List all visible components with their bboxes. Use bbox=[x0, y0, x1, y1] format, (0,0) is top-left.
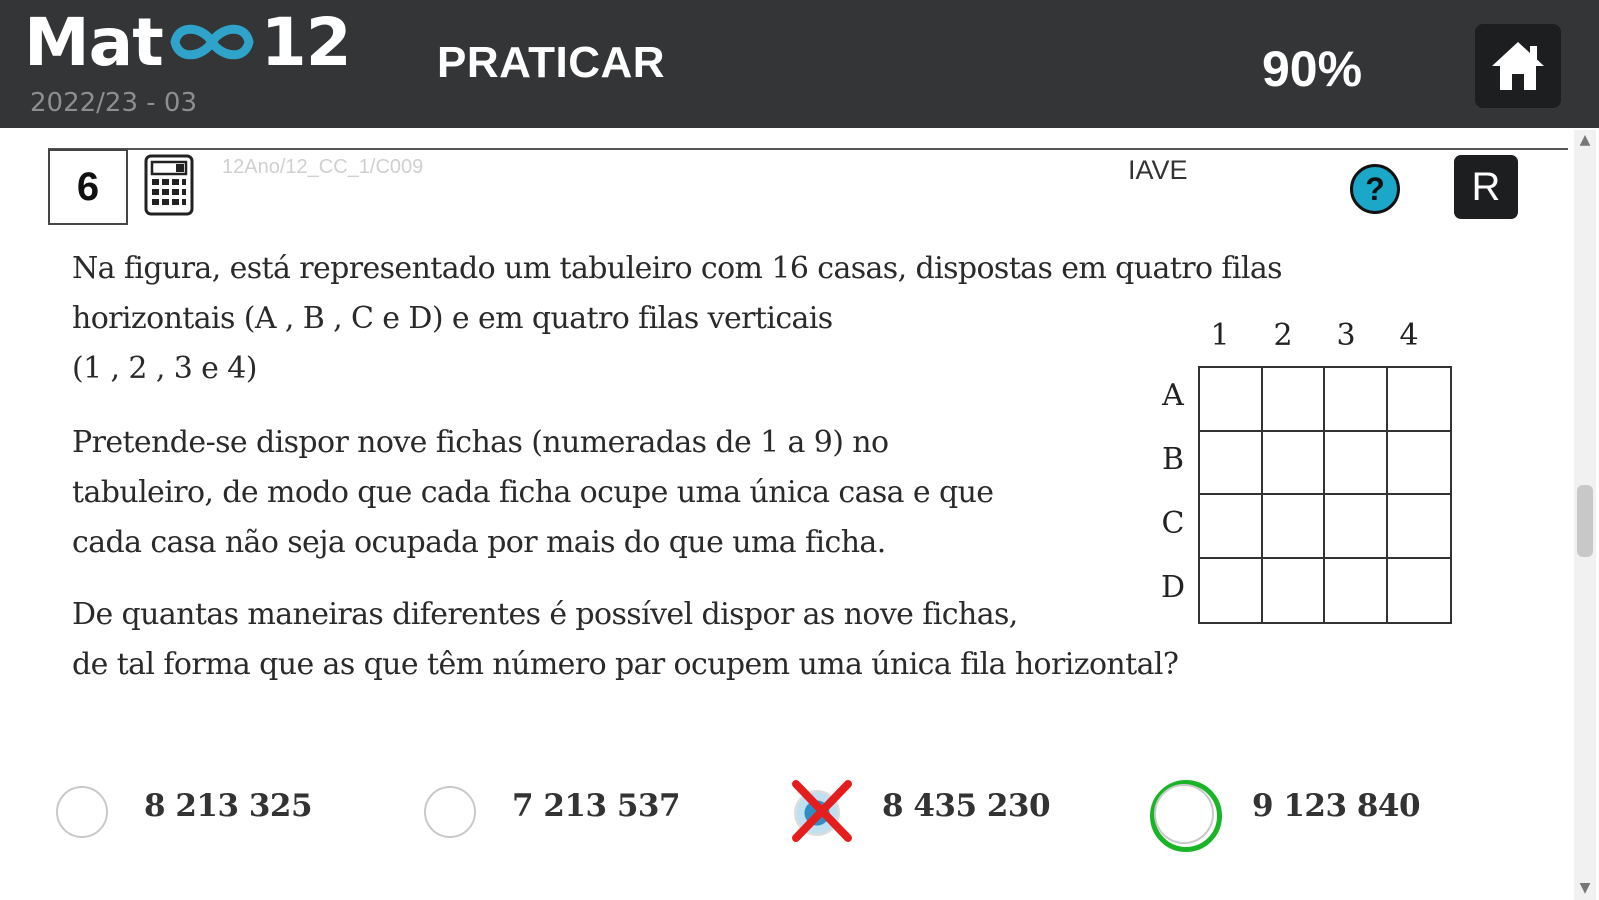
board-cell bbox=[1325, 559, 1388, 623]
resolve-button[interactable] bbox=[1454, 155, 1518, 219]
board-cell bbox=[1200, 495, 1263, 559]
board-column-label: 2 bbox=[1273, 318, 1293, 353]
question-text-line: horizontais (A , B , C e D) e em quatro filas verticais bbox=[72, 301, 833, 336]
question-number: 6 bbox=[48, 149, 128, 225]
home-button[interactable] bbox=[1475, 24, 1561, 108]
infinity-icon bbox=[165, 17, 259, 67]
question-paragraph-3 bbox=[72, 590, 1178, 690]
board-cell bbox=[1388, 495, 1451, 559]
home-icon bbox=[1488, 36, 1548, 96]
board-cell bbox=[1200, 368, 1263, 432]
score-percentage: 90% bbox=[1262, 41, 1363, 97]
board-column-labels bbox=[1198, 318, 1454, 358]
board-cell bbox=[1263, 432, 1326, 496]
board-grid bbox=[1198, 366, 1452, 624]
radio-button[interactable] bbox=[56, 786, 108, 838]
board-row-label: A bbox=[1162, 378, 1184, 413]
radio-button[interactable] bbox=[424, 786, 476, 838]
board-cell bbox=[1263, 559, 1326, 623]
question-text-line: tabuleiro, de modo que cada ficha ocupe uma única casa e que bbox=[72, 475, 994, 510]
question-text-line: De quantas maneiras diferentes é possível dispor as nove fichas, bbox=[72, 597, 1018, 632]
board-cell bbox=[1200, 432, 1263, 496]
question-paragraph-1 bbox=[72, 244, 1282, 394]
board-cell bbox=[1200, 559, 1263, 623]
question-source: IAVE bbox=[1128, 155, 1188, 185]
help-icon: ? bbox=[1365, 170, 1385, 207]
board-row-label: D bbox=[1160, 570, 1186, 605]
answer-label: 8 435 230 bbox=[882, 788, 1051, 824]
section-title: PRATICAR bbox=[437, 38, 666, 87]
board-cell bbox=[1388, 559, 1451, 623]
scroll-thumb[interactable] bbox=[1577, 485, 1593, 557]
logo-text-right: 12 bbox=[260, 3, 351, 81]
app-logo bbox=[24, 3, 351, 81]
question-text-line: Pretende-se dispor nove fichas (numeradas de 1 a 9) no bbox=[72, 425, 889, 460]
board-cell bbox=[1325, 495, 1388, 559]
board-cell bbox=[1263, 495, 1326, 559]
top-bar bbox=[0, 0, 1599, 128]
wrong-answer-x-icon bbox=[790, 778, 854, 844]
help-button[interactable] bbox=[1350, 164, 1400, 214]
board-cell bbox=[1388, 368, 1451, 432]
board-cell bbox=[1325, 368, 1388, 432]
answer-label: 8 213 325 bbox=[144, 788, 313, 824]
logo-text-left: Mat bbox=[24, 3, 163, 81]
content-divider bbox=[48, 148, 1568, 150]
question-paragraph-2 bbox=[72, 418, 993, 568]
resolve-label: R bbox=[1471, 164, 1501, 209]
scroll-down-arrow-icon[interactable]: ▼ bbox=[1579, 880, 1591, 896]
question-text-line: cada casa não seja ocupada por mais do que uma ficha. bbox=[72, 525, 886, 560]
radio-button[interactable] bbox=[1154, 784, 1214, 844]
board-cell bbox=[1325, 432, 1388, 496]
board-column-label: 3 bbox=[1336, 318, 1356, 353]
question-text-line: de tal forma que as que têm número par ocupem uma única fila horizontal? bbox=[72, 647, 1179, 682]
scroll-up-arrow-icon[interactable]: ▲ bbox=[1579, 132, 1591, 148]
answer-label: 7 213 537 bbox=[512, 788, 681, 824]
board-cell bbox=[1263, 368, 1326, 432]
version-label: 2022/23 - 03 bbox=[30, 88, 198, 118]
board-column-label: 1 bbox=[1210, 318, 1230, 353]
board-column-label: 4 bbox=[1399, 318, 1419, 353]
board-row-label: C bbox=[1161, 506, 1185, 541]
question-code: 12Ano/12_CC_1/C009 bbox=[222, 156, 424, 178]
board-cell bbox=[1388, 432, 1451, 496]
question-text-line: Na figura, está representado um tabuleiro com 16 casas, dispostas em quatro filas bbox=[72, 251, 1282, 286]
vertical-scrollbar[interactable] bbox=[1574, 130, 1596, 900]
question-text-line: (1 , 2 , 3 e 4) bbox=[72, 351, 257, 386]
board-row-label: B bbox=[1161, 442, 1185, 477]
calculator-icon bbox=[144, 154, 194, 216]
answer-label: 9 123 840 bbox=[1252, 788, 1421, 824]
